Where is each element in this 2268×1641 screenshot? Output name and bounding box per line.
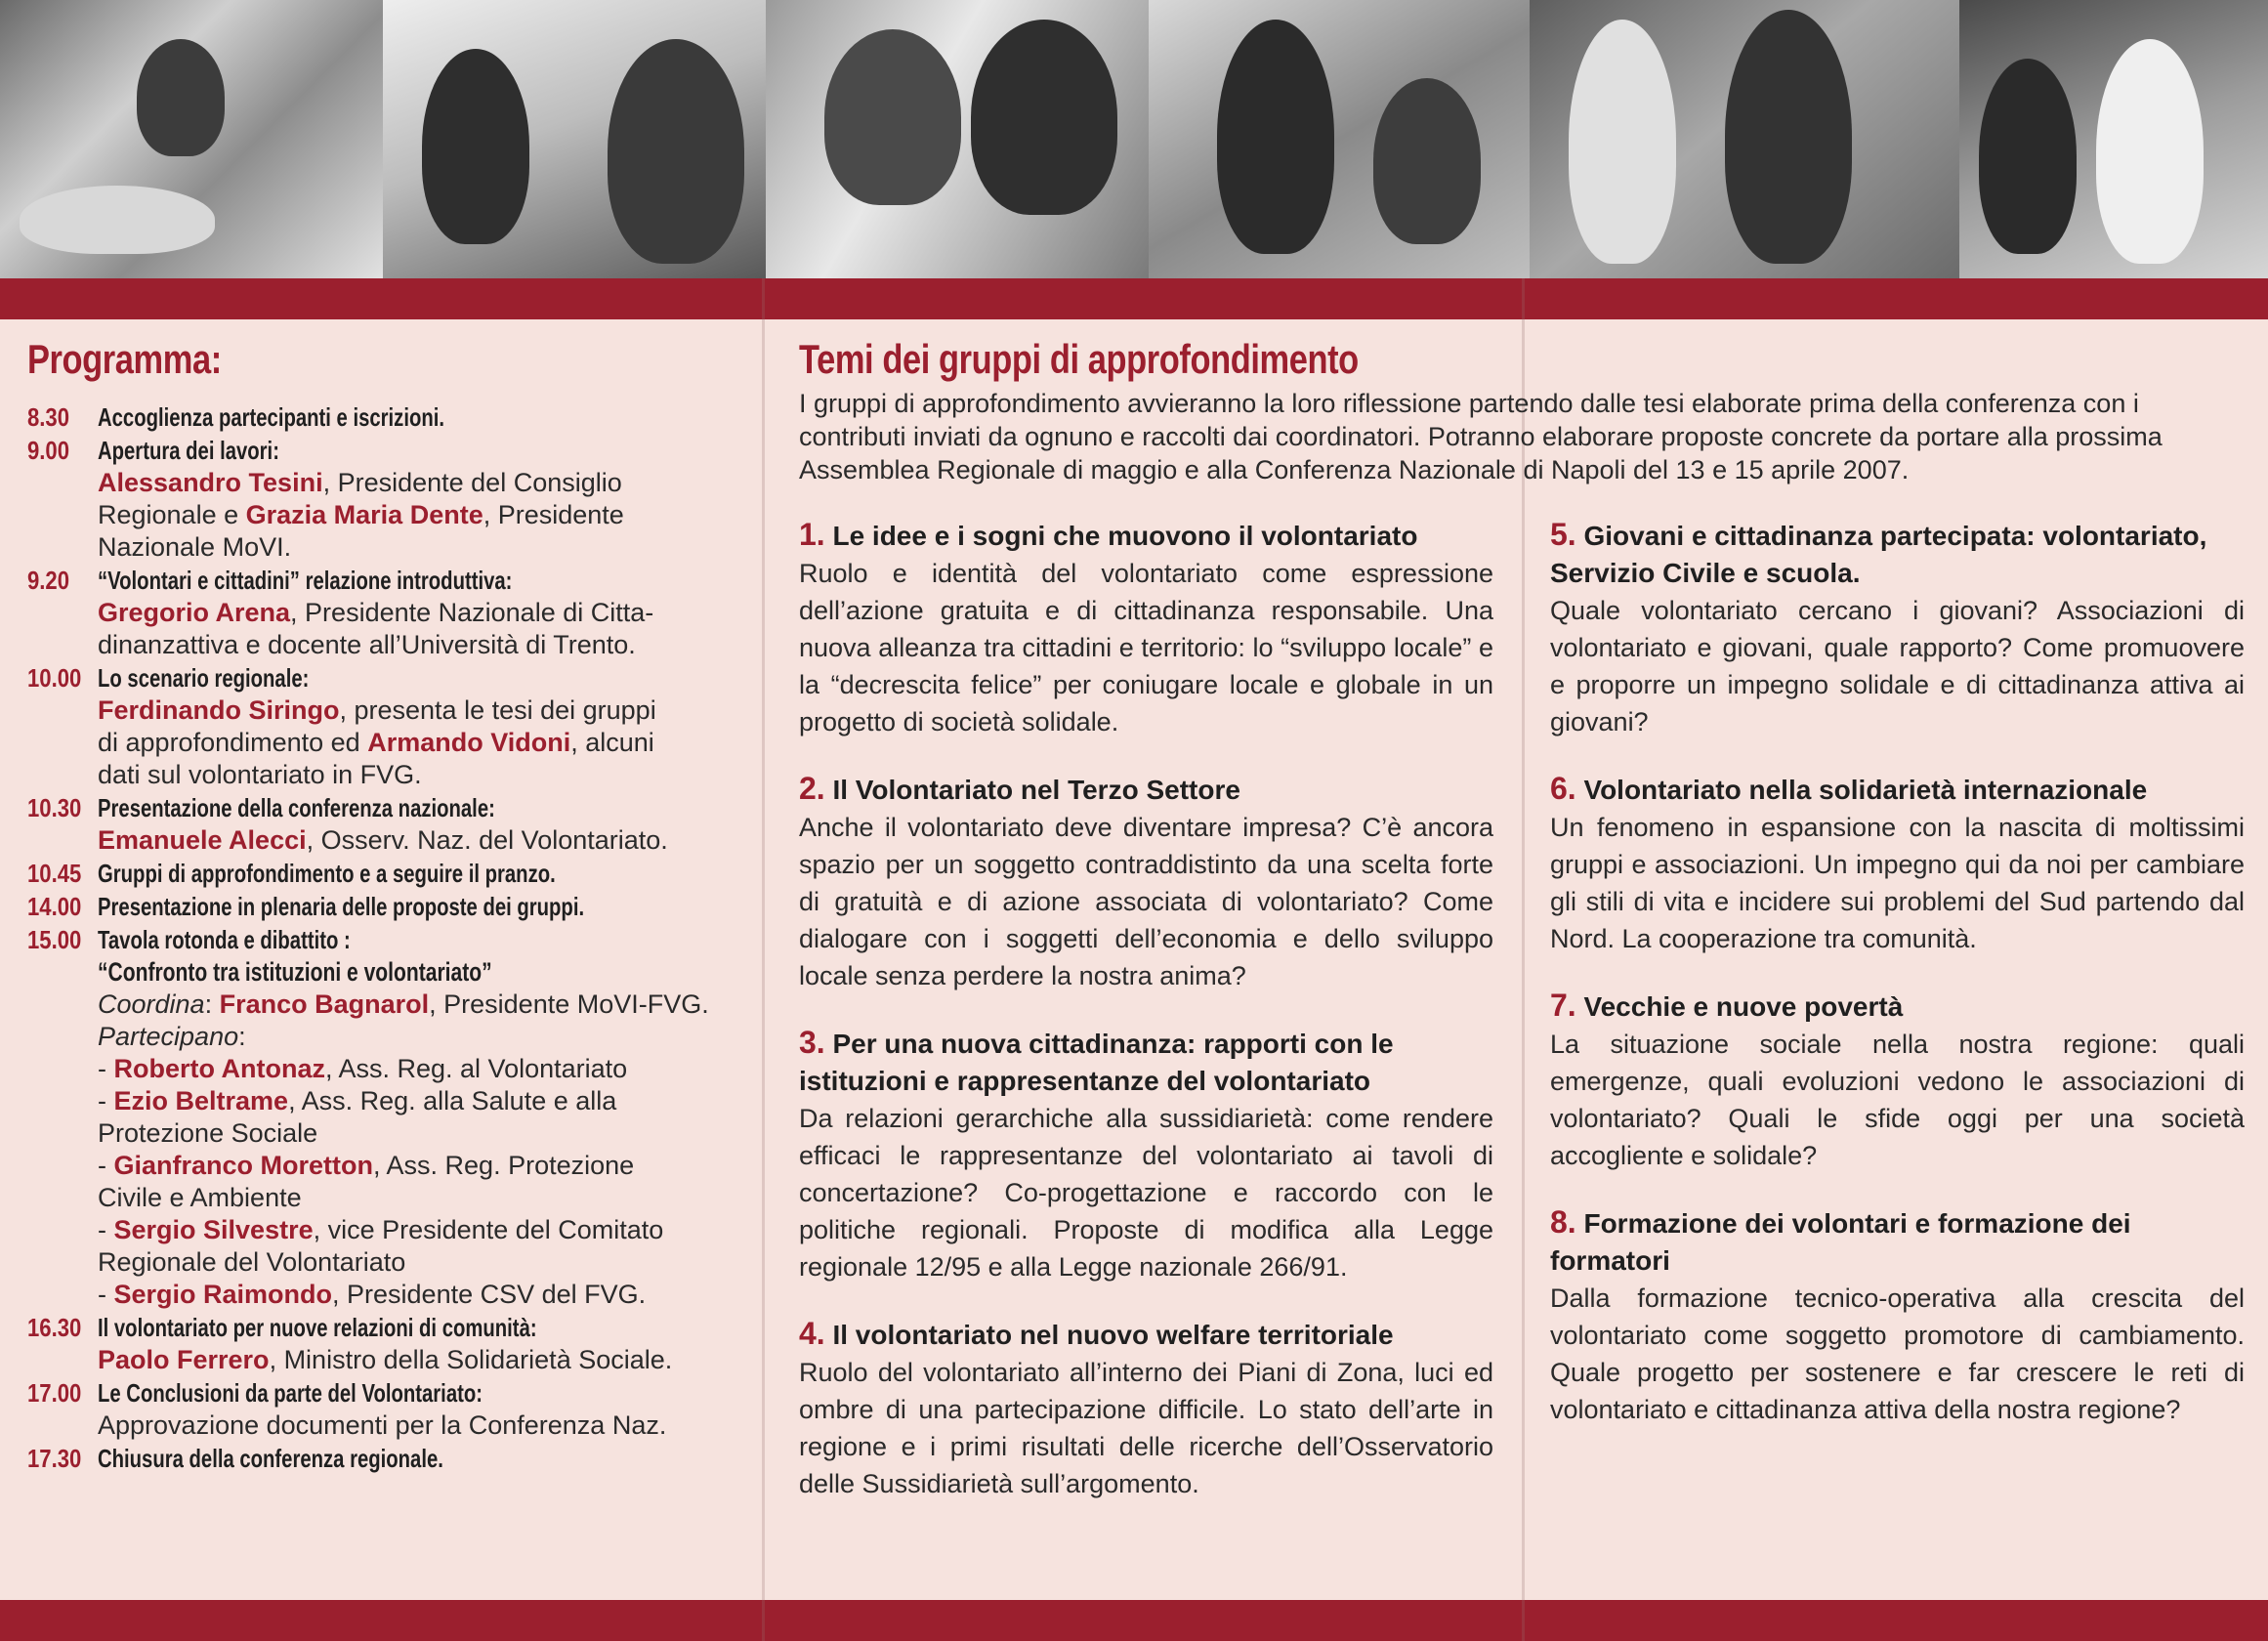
schedule-text: , Ass. Reg. al Volontariato [324, 1054, 628, 1083]
theme-title [799, 516, 1493, 555]
schedule-line [98, 759, 750, 791]
schedule-row [27, 923, 750, 1311]
theme-text: Quale volontariato cercano i giovani? Associazioni di volontariato e giovani, quale rapporto? Come promuovere e proporre un impegno solidale e di cittadinanza attiva ai giovani? [1550, 596, 2245, 736]
schedule-body [98, 434, 750, 564]
schedule-heading: Il volontariato per nuove relazioni di comunità: [98, 1313, 537, 1342]
theme-text: Ruolo del volontariato all’interno dei Piani di Zona, luci ed ombre di una partecipazione difficile. Lo stato dell’arte in regione e i primi risultati delle ricerche dell’Osservatorio delle Sussidiarietà sull’argomento. [799, 1358, 1493, 1498]
speaker-name: Gianfranco Moretton [113, 1151, 374, 1180]
speaker-name: Sergio Silvestre [113, 1215, 314, 1244]
speaker-name: Emanuele Alecci [98, 825, 307, 855]
schedule-text: di approfondimento ed [98, 728, 368, 757]
schedule-line [98, 989, 750, 1021]
schedule-time: 10.00 [27, 663, 82, 693]
schedule-text: Civile e Ambiente [98, 1183, 302, 1212]
theme-number: 7. [1550, 988, 1576, 1023]
theme-number: 2. [799, 771, 825, 806]
theme-text: Da relazioni gerarchiche alla sussidiarietà: come rendere efficaci le rappresentanze del volontariato ai tavoli di concertazione? Co-progettazione e raccordo con le politiche regionali. Proposte di modifica alla Legge regionale 12/95 e alla Legge nazionale 266/91. [799, 1104, 1493, 1282]
theme-title-text: Il volontariato nel nuovo welfare territoriale [832, 1320, 1394, 1350]
schedule-line [98, 499, 750, 531]
temi-title: Temi dei gruppi di approfondimento [799, 336, 1359, 382]
schedule-row [27, 400, 750, 434]
schedule-time: 9.20 [27, 566, 70, 595]
speaker-name: Grazia Maria Dente [245, 500, 483, 529]
theme-title [1550, 770, 2245, 809]
theme-title-text: Il Volontariato nel Terzo Settore [832, 775, 1240, 805]
schedule-text: dati sul volontariato in FVG. [98, 760, 422, 789]
theme-text: La situazione sociale nella nostra regione: quali emergenze, quali evoluzioni vedono le associazioni di volontariato? Quali le sfide oggi per una società accogliente e solidale? [1550, 1030, 2245, 1170]
theme-title [799, 1315, 1493, 1354]
temi-panel [799, 336, 2245, 1532]
theme-title-text: Volontariato nella solidarietà internazionale [1583, 775, 2148, 805]
schedule-heading: Apertura dei lavori: [98, 436, 279, 465]
theme-title-text: Formazione dei volontari e formazione dei formatori [1550, 1208, 2131, 1276]
photo-child-playing [383, 0, 766, 278]
theme-item [799, 1315, 1493, 1502]
schedule-heading: Le Conclusioni da parte del Volontariato: [98, 1378, 483, 1408]
schedule-text: , alcuni [570, 728, 654, 757]
schedule-text: Regionale del Volontariato [98, 1247, 406, 1277]
theme-item [799, 516, 1493, 740]
schedule-line [98, 467, 750, 499]
theme-number: 3. [799, 1025, 825, 1060]
schedule-text: , Presidente CSV del FVG. [332, 1280, 647, 1309]
speaker-name: Armando Vidoni [367, 728, 571, 757]
schedule-text: , Ministro della Solidarietà Sociale. [269, 1345, 673, 1374]
schedule-time: 10.30 [27, 793, 82, 822]
schedule-heading: Lo scenario regionale: [98, 663, 310, 693]
schedule-line [98, 727, 750, 759]
speaker-name: Franco Bagnarol [219, 989, 430, 1019]
schedule-text: Protezione Sociale [98, 1118, 318, 1148]
photo-first-aid [0, 0, 383, 278]
schedule-row [27, 791, 750, 857]
schedule-line [98, 1021, 750, 1053]
theme-item [799, 1024, 1493, 1285]
theme-title [799, 1024, 1493, 1100]
speaker-name: Ezio Beltrame [113, 1086, 289, 1115]
schedule-text: , Presidente MoVI-FVG. [429, 989, 709, 1019]
programma-title: Programma: [27, 336, 222, 382]
schedule-text: - [98, 1280, 114, 1309]
photo-youth [1530, 0, 1959, 278]
schedule-row [27, 661, 750, 791]
photo-children [1959, 0, 2268, 278]
schedule-body [98, 1311, 750, 1376]
schedule-body [98, 923, 750, 1311]
theme-title [1550, 516, 2245, 592]
schedule-text: , vice Presidente del Comitato [313, 1215, 664, 1244]
theme-item [1550, 770, 2245, 957]
schedule-line [98, 1117, 750, 1150]
theme-number: 8. [1550, 1204, 1576, 1240]
schedule-line [98, 1246, 750, 1279]
schedule-heading: Chiusura della conferenza regionale. [98, 1444, 443, 1473]
schedule-time: 14.00 [27, 892, 82, 921]
schedule-line [98, 824, 750, 857]
schedule-text: Nazionale MoVI. [98, 532, 292, 562]
schedule-text: dinanzattiva e docente all’Università di Trento. [98, 630, 636, 659]
schedule-body [98, 857, 750, 890]
schedule-text: , Ass. Reg. alla Salute e alla [288, 1086, 617, 1115]
schedule-body [98, 791, 750, 857]
speaker-name: Sergio Raimondo [113, 1280, 333, 1309]
schedule-body [98, 1442, 750, 1475]
schedule-line [98, 1053, 750, 1085]
schedule-role-label: Partecipano [98, 1022, 239, 1051]
schedule-time: 9.00 [27, 436, 70, 465]
schedule-text: - [98, 1086, 114, 1115]
photo-strip [0, 0, 2268, 278]
speaker-name: Ferdinando Siringo [98, 695, 340, 725]
schedule-body [98, 661, 750, 791]
schedule-line [98, 531, 750, 564]
theme-item [1550, 516, 2245, 740]
theme-title-text: Per una nuova cittadinanza: rapporti con le istituzioni e rappresentanze del volontariato [799, 1029, 1394, 1096]
schedule-line [98, 1085, 750, 1117]
theme-text: Ruolo e identità del volontariato come espressione dell’azione gratuita e di cittadinanza responsabile. Una nuova alleanza tra cittadini e territorio: lo “sviluppo locale” e la “decrescita felice” per coniugare locale e globale in un progetto di società solidale. [799, 559, 1493, 736]
speaker-name: Paolo Ferrero [98, 1345, 270, 1374]
schedule-subheading: “Confronto tra istituzioni e volontariato” [98, 957, 492, 987]
schedule-heading: Tavola rotonda e dibattito : [98, 925, 351, 954]
theme-title-text: Giovani e cittadinanza partecipata: volontariato, Servizio Civile e scuola. [1550, 521, 2207, 588]
schedule-row [27, 564, 750, 661]
schedule-text: - [98, 1215, 114, 1244]
schedule-line [98, 1344, 750, 1376]
theme-item [799, 770, 1493, 994]
theme-number: 5. [1550, 517, 1576, 552]
schedule-line [98, 1150, 750, 1182]
theme-text: Dalla formazione tecnico-operativa alla crescita del volontariato come soggetto promotore di cambiamento. Quale progetto per sostenere e far crescere le reti di volontariato e cittadinanza attiva della nostra regione? [1550, 1283, 2245, 1424]
schedule-text: , presenta le tesi dei gruppi [339, 695, 656, 725]
theme-number: 4. [799, 1316, 825, 1351]
schedule-time: 17.00 [27, 1378, 82, 1408]
speaker-name: Alessandro Tesini [98, 468, 323, 497]
schedule-row [27, 1442, 750, 1475]
theme-text: Anche il volontariato deve diventare impresa? C’è ancora spazio per un soggetto contraddistinto da una scelta forte di gratuità e di azione associata di volontariato? Come dialogare con i soggetti dell’economia e dello sviluppo locale senza perdere la nostra anima? [799, 813, 1493, 990]
photo-drawing [766, 0, 1149, 278]
schedule-time: 10.45 [27, 859, 82, 888]
theme-title [1550, 1203, 2245, 1280]
schedule-row [27, 857, 750, 890]
fold-line [762, 278, 765, 1641]
schedule-text: , Ass. Reg. Protezione [373, 1151, 635, 1180]
schedule-text: Approvazione documenti per la Conferenza Naz. [98, 1410, 667, 1440]
schedule-text: : [204, 989, 220, 1019]
schedule-role-label: Coordina [98, 989, 205, 1019]
schedule-line [98, 1410, 750, 1442]
schedule-line [98, 629, 750, 661]
schedule-row [27, 1376, 750, 1442]
photo-wheelchair [1149, 0, 1530, 278]
schedule-heading: Presentazione della conferenza nazionale: [98, 793, 495, 822]
temi-intro: I gruppi di approfondimento avvieranno la loro riflessione partendo dalle tesi elaborate prima della conferenza con i contributi inviati da ognuno e raccolti dai coordinatori. Potranno elaborare proposte concrete da portare alla prossima Assemblea Regionale di maggio e alla Conferenza Nazionale di Napoli del 13 e 15 aprile 2007. [799, 389, 2163, 484]
schedule-row [27, 434, 750, 564]
programma-panel [27, 336, 750, 1475]
schedule-line [98, 1214, 750, 1246]
schedule-text: Regionale e [98, 500, 246, 529]
theme-number: 1. [799, 517, 825, 552]
schedule-heading: Presentazione in plenaria delle proposte dei gruppi. [98, 892, 585, 921]
temi-column-right [1550, 516, 2245, 1532]
theme-text: Un fenomeno in espansione con la nascita di moltissimi gruppi e associazioni. Un impegno qui da noi per cambiare gli stili di vita e incidere sui problemi del Sud partendo dal Nord. La cooperazione tra comunità. [1550, 813, 2245, 953]
theme-item [1550, 987, 2245, 1174]
theme-title-text: Le idee e i sogni che muovono il volontariato [832, 521, 1418, 551]
schedule-heading: “Volontari e cittadini” relazione introduttiva: [98, 566, 513, 595]
schedule-text: , Presidente [483, 500, 624, 529]
schedule-text: - [98, 1054, 114, 1083]
schedule-line [98, 597, 750, 629]
schedule-text: - [98, 1151, 114, 1180]
top-red-band [0, 278, 2268, 319]
bottom-red-band [0, 1600, 2268, 1641]
schedule-time: 16.30 [27, 1313, 82, 1342]
theme-title-text: Vecchie e nuove povertà [1583, 991, 1904, 1022]
schedule-heading: Gruppi di approfondimento e a seguire il pranzo. [98, 859, 556, 888]
schedule-body [98, 890, 750, 923]
schedule-line [98, 1279, 750, 1311]
schedule-line [98, 956, 750, 989]
schedule-row [27, 1311, 750, 1376]
schedule-time: 17.30 [27, 1444, 82, 1473]
schedule-time: 15.00 [27, 925, 82, 954]
theme-item [1550, 1203, 2245, 1428]
schedule-time: 8.30 [27, 402, 70, 432]
temi-column-left [799, 516, 1493, 1532]
speaker-name: Gregorio Arena [98, 598, 291, 627]
schedule-line [98, 1182, 750, 1214]
theme-number: 6. [1550, 771, 1576, 806]
theme-title [1550, 987, 2245, 1026]
schedule-row [27, 890, 750, 923]
schedule-body [98, 564, 750, 661]
schedule-heading: Accoglienza partecipanti e iscrizioni. [98, 402, 445, 432]
theme-title [799, 770, 1493, 809]
schedule-text: , Osserv. Naz. del Volontariato. [306, 825, 668, 855]
schedule-body [98, 1376, 750, 1442]
schedule-text: , Presidente Nazionale di Citta- [290, 598, 654, 627]
schedule-text: , Presidente del Consiglio [322, 468, 622, 497]
schedule-body [98, 400, 750, 434]
schedule-text: : [238, 1022, 246, 1051]
schedule-line [98, 694, 750, 727]
speaker-name: Roberto Antonaz [113, 1054, 325, 1083]
programma-list [27, 400, 750, 1475]
